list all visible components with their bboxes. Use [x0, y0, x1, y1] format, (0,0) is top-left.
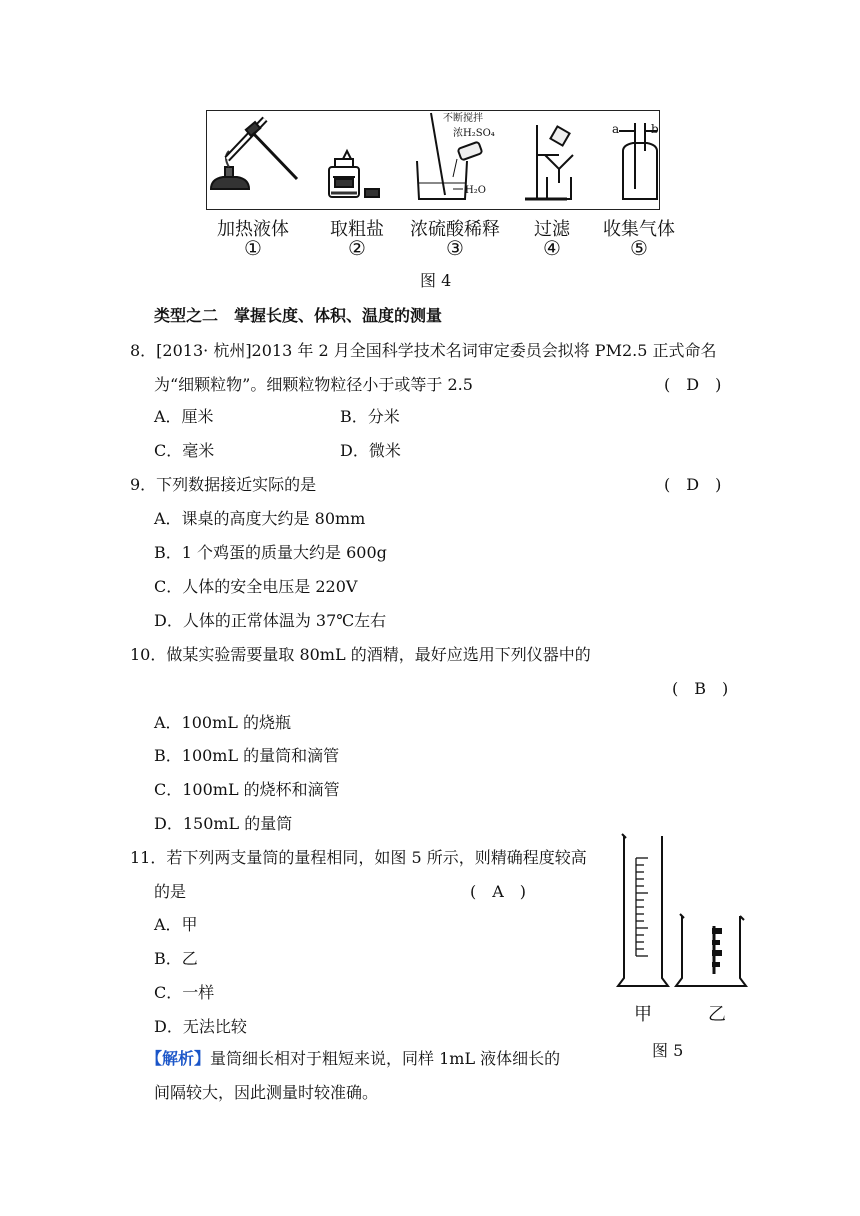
analysis-tag: 【解析】 — [146, 1049, 211, 1068]
q9-option-d: D．人体的正常体温为 37℃左右 — [154, 611, 387, 630]
q8-option-c: C．毫米 — [154, 441, 215, 460]
q9-option-b: B．1 个鸡蛋的质量大约是 600g — [154, 543, 387, 562]
fig4-num-4: ④ — [543, 236, 561, 260]
q11-line-2: 的是 — [154, 882, 187, 901]
q8-line-2: 为“细颗粒物”。细颗粒物粒径小于或等于 2.5 — [154, 375, 473, 394]
q8-answer: ( D ) — [664, 375, 722, 394]
analysis-text-1: 量筒细长相对于粗短来说，同样 1mL 液体细长的 — [210, 1049, 561, 1068]
fig4-label-4: 过滤 — [534, 219, 570, 240]
q9-stem: 9．下列数据接近实际的是 — [130, 475, 317, 494]
q10-option-d: D．150mL 的量筒 — [154, 814, 293, 833]
figure-5-cylinders — [616, 830, 782, 990]
figure-5-label-yi: 乙 — [708, 1004, 726, 1025]
q9-option-c: C．人体的安全电压是 220V — [154, 577, 358, 596]
tube-b-label: b — [651, 122, 659, 136]
cylinder-jia-scale — [636, 858, 648, 956]
stir-label: 不断搅拌 — [443, 113, 483, 124]
q8-line-1: 8．[2013· 杭州]2013 年 2 月全国科学技术名词审定委员会拟将 PM2.5 正式命名 — [130, 341, 717, 360]
figure-4-caption: 图 4 — [420, 271, 452, 290]
q8-option-a: A．厘米 — [154, 407, 214, 426]
fig4-num-3: ③ — [446, 236, 464, 260]
q11-analysis-line-2: 间隔较大，因此测量时较准确。 — [154, 1083, 379, 1102]
q10-option-b: B．100mL 的量筒和滴管 — [154, 746, 340, 765]
filtration-illustration — [525, 125, 573, 199]
q11-option-d: D．无法比较 — [154, 1017, 247, 1036]
q10-option-c: C．100mL 的烧杯和滴管 — [154, 780, 340, 799]
q9-option-a: A．课桌的高度大约是 80mm — [154, 509, 366, 528]
q11-analysis-line-1 — [146, 1046, 560, 1069]
q10-answer: ( B ) — [672, 679, 729, 698]
acid-label: 浓H₂SO₄ — [453, 128, 495, 139]
q11-option-c: C．一样 — [154, 983, 215, 1002]
q9-answer: ( D ) — [664, 475, 722, 494]
fig4-num-5: ⑤ — [630, 236, 648, 260]
section-title: 类型之二 掌握长度、体积、温度的测量 — [154, 306, 443, 325]
fig4-label-3: 浓硫酸稀释 — [410, 219, 500, 240]
heating-liquid-illustration — [211, 119, 297, 189]
q11-option-b: B．乙 — [154, 949, 198, 968]
figure-5-caption: 图 5 — [652, 1041, 684, 1060]
q8-option-d: D．微米 — [340, 441, 401, 460]
q11-answer: ( A ) — [470, 882, 527, 901]
fig4-label-1: 加热液体 — [217, 219, 289, 240]
coarse-salt-illustration — [329, 151, 379, 197]
q11-line-1: 11．若下列两支量筒的量程相同，如图 5 所示，则精确程度较高 — [130, 848, 587, 867]
water-label: H₂O — [465, 185, 486, 196]
fig4-label-2: 取粗盐 — [330, 219, 384, 240]
fig4-num-2: ② — [348, 236, 366, 260]
cylinder-yi-scale — [712, 926, 722, 974]
figure-4-apparatus — [206, 110, 660, 210]
fig4-label-5: 收集气体 — [603, 219, 675, 240]
cylinder-yi — [676, 916, 746, 986]
q10-stem: 10．做某实验需要量取 80mL 的酒精，最好应选用下列仪器中的 — [130, 645, 591, 664]
figure-5-label-jia: 甲 — [634, 1004, 652, 1025]
q11-option-a: A．甲 — [154, 915, 198, 934]
q10-option-a: A．100mL 的烧瓶 — [154, 713, 291, 732]
tube-a-label: a — [612, 122, 620, 136]
figure-4-drawing — [207, 111, 659, 209]
q8-option-b: B．分米 — [340, 407, 400, 426]
fig4-num-1: ① — [244, 236, 262, 260]
